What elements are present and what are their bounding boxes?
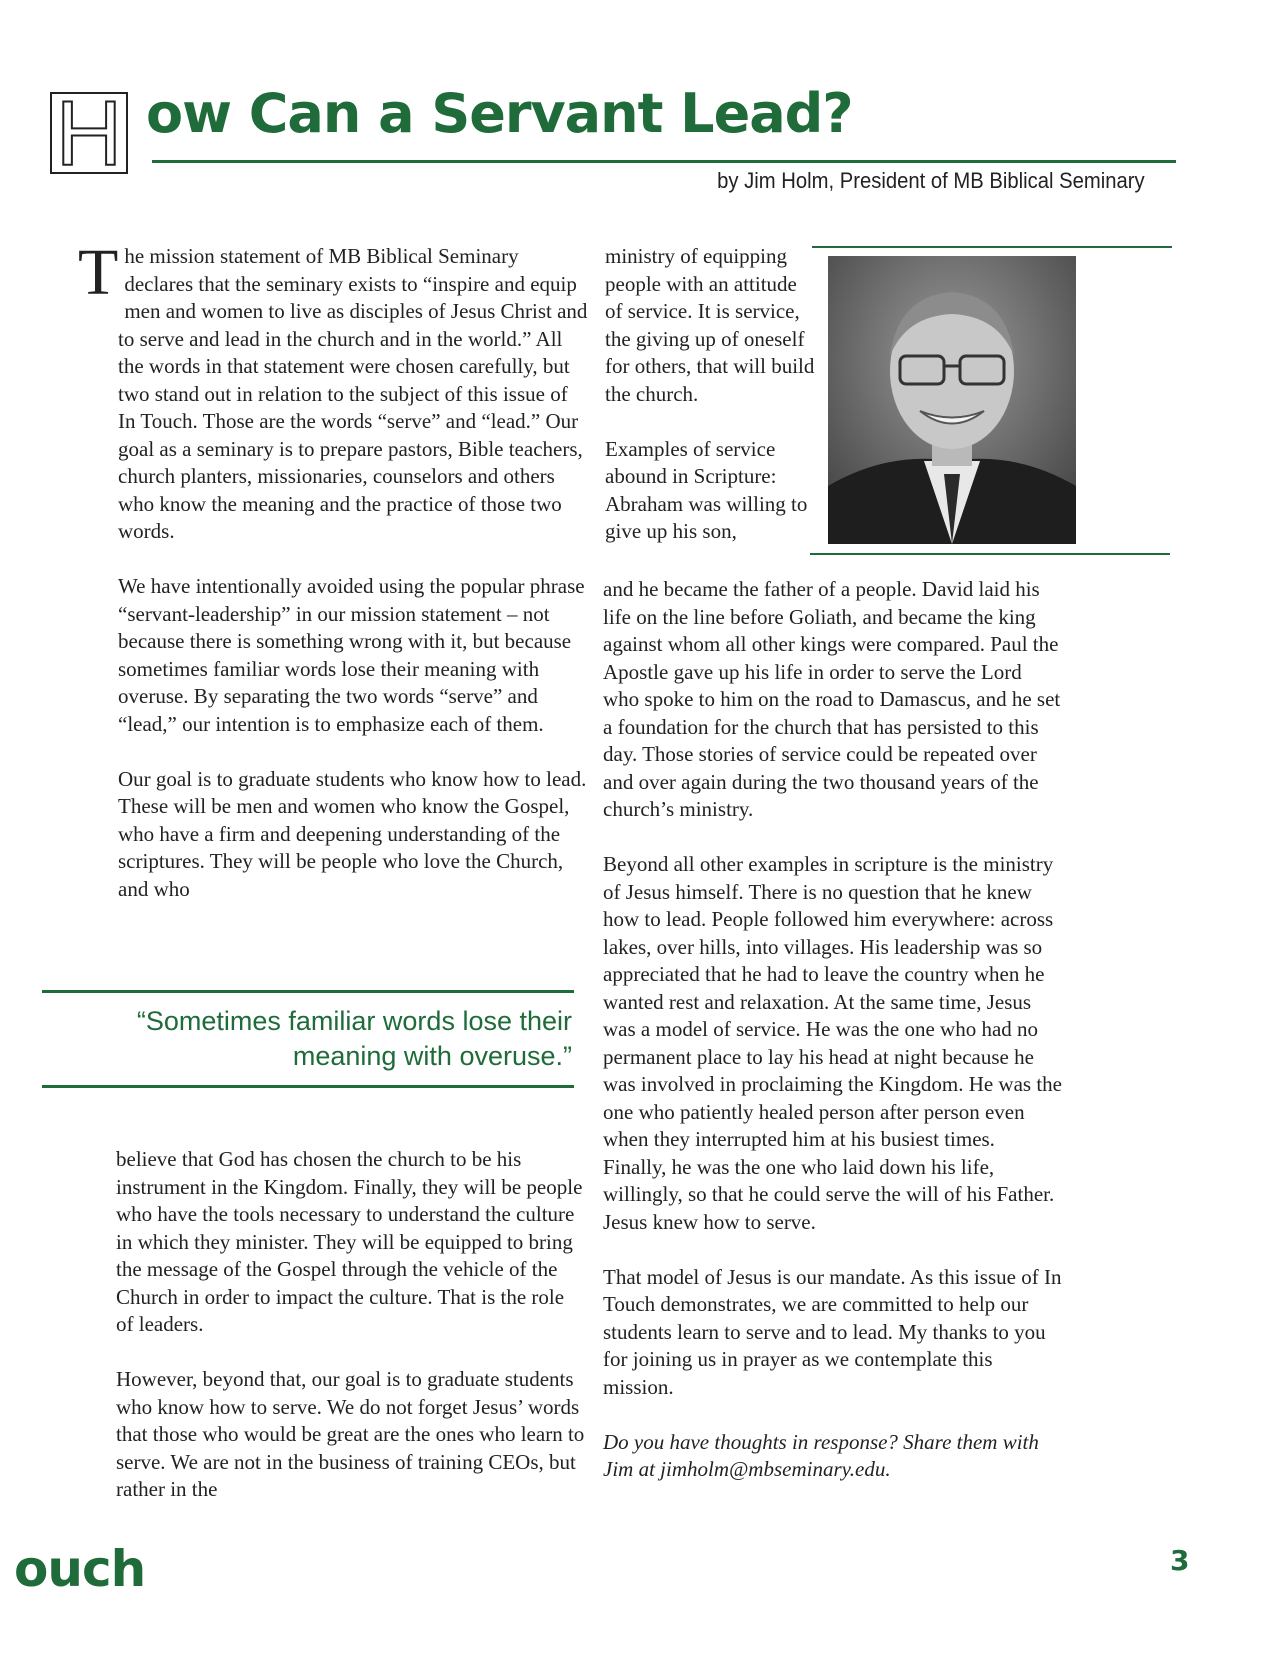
photo-rule-top [812, 246, 1172, 248]
column-2-narrow [605, 243, 815, 573]
paragraph [78, 236, 588, 546]
pull-quote: “Sometimes familiar words lose their meaning with overuse.” [136, 1006, 572, 1071]
paragraph: ministry of equipping people with an attitude of service. It is service, the giving up of oneself for others, that will build the church. [605, 244, 815, 406]
author-portrait-photo [828, 256, 1076, 544]
paragraph: However, beyond that, our goal is to graduate students who know how to serve. We do not forget Jesus’ words that those who would be great are the ones who learn to serve. We are not in the business of training CEOs, but rather in the [116, 1367, 585, 1501]
paragraph: That model of Jesus is our mandate. As this issue of In Touch demonstrates, we are committed to help our students learn to serve and to lead. My thanks to you for joining us in prayer as we contemplate this mission. [603, 1264, 1062, 1399]
title-dropcap-box [50, 83, 128, 185]
column-1-top [78, 236, 588, 931]
paragraph: Our goal is to graduate students who know how to lead. These will be men and women who know the Gospel, who have a firm and deepening understanding of the scriptures. They will be people who love the Church, and who [118, 766, 587, 901]
byline: by Jim Holm, President of MB Biblical Seminary [717, 168, 1145, 193]
magazine-logo-fragment: ouch [14, 1540, 146, 1598]
column-1-bottom [116, 1146, 586, 1531]
paragraph-text: he mission statement of MB Biblical Seminary declares that the seminary exists to “inspire and equip men and women to live as disciples of Jesus Christ and to serve and lead in the church and in the world.” All the words in that statement were chosen carefully, but two stand out in relation to the subject of this issue of In Touch. Those are the words “serve” and “lead.” Our goal as a seminary is to prepare pastors, Bible teachers, church planters, missionaries, counselors and others who know the meaning and the practice of those two words. [118, 244, 588, 543]
closing-note: Do you have thoughts in response? Share them with Jim at jimholm@mbseminary.edu. [603, 1429, 1039, 1481]
title-rule [152, 160, 1176, 163]
pull-quote-rule-top [42, 990, 574, 993]
paragraph: and he became the father of a people. David laid his life on the line before Goliath, and became the king against whom all other kings were compared. Paul the Apostle gave up his life in order to serve the Lord who spoke to him on the road to Damascus, and he set a foundation for the church that has persisted to this day. Those stories of service could be repeated over and over again during the two thousand years of the church’s ministry. [603, 577, 1061, 821]
body-dropcap: T [78, 236, 119, 309]
paragraph: believe that God has chosen the church to be his instrument in the Kingdom. Finally, they will be people who have the tools necessary to understand the culture in which they minister. They will be equipped to bring the message of the Gospel through the vehicle of the Church in order to impact the culture. That is the role of leaders. [116, 1147, 583, 1336]
photo-rule-bottom [810, 553, 1170, 555]
paragraph: Beyond all other examples in scripture is the ministry of Jesus himself. There is no question that he knew how to lead. People followed him everywhere: across lakes, over hills, into villages. His leadership was so appreciated that he had to leave the country when he wanted rest and relaxation. At the same time, Jesus was a model of service. He was the one who had no permanent place to lay his head at night because he was involved in proclaiming the Kingdom. He was the one who patiently healed person after person even when they interrupted him at his busiest times. Finally, he was the one who laid down his life, willingly, so that he could serve the will of his Father. Jesus knew how to serve. [603, 852, 1062, 1234]
paragraph: We have intentionally avoided using the popular phrase “servant-leadership” in our mission statement – not because there is something wrong with it, but because sometimes familiar words lose their meaning with overuse. By separating the two words “serve” and “lead,” our intention is to emphasize each of them. [118, 574, 585, 736]
portrait-illustration [828, 256, 1076, 544]
article-title: ow Can a Servant Lead? [146, 82, 853, 145]
page-number: 3 [1170, 1544, 1190, 1577]
paragraph: Examples of service abound in Scripture: Abraham was willing to give up his son, [605, 436, 808, 543]
title-dropcap-letter: H [55, 83, 123, 185]
pull-quote-rule-bottom [42, 1085, 574, 1088]
column-2-wide [603, 576, 1063, 1511]
